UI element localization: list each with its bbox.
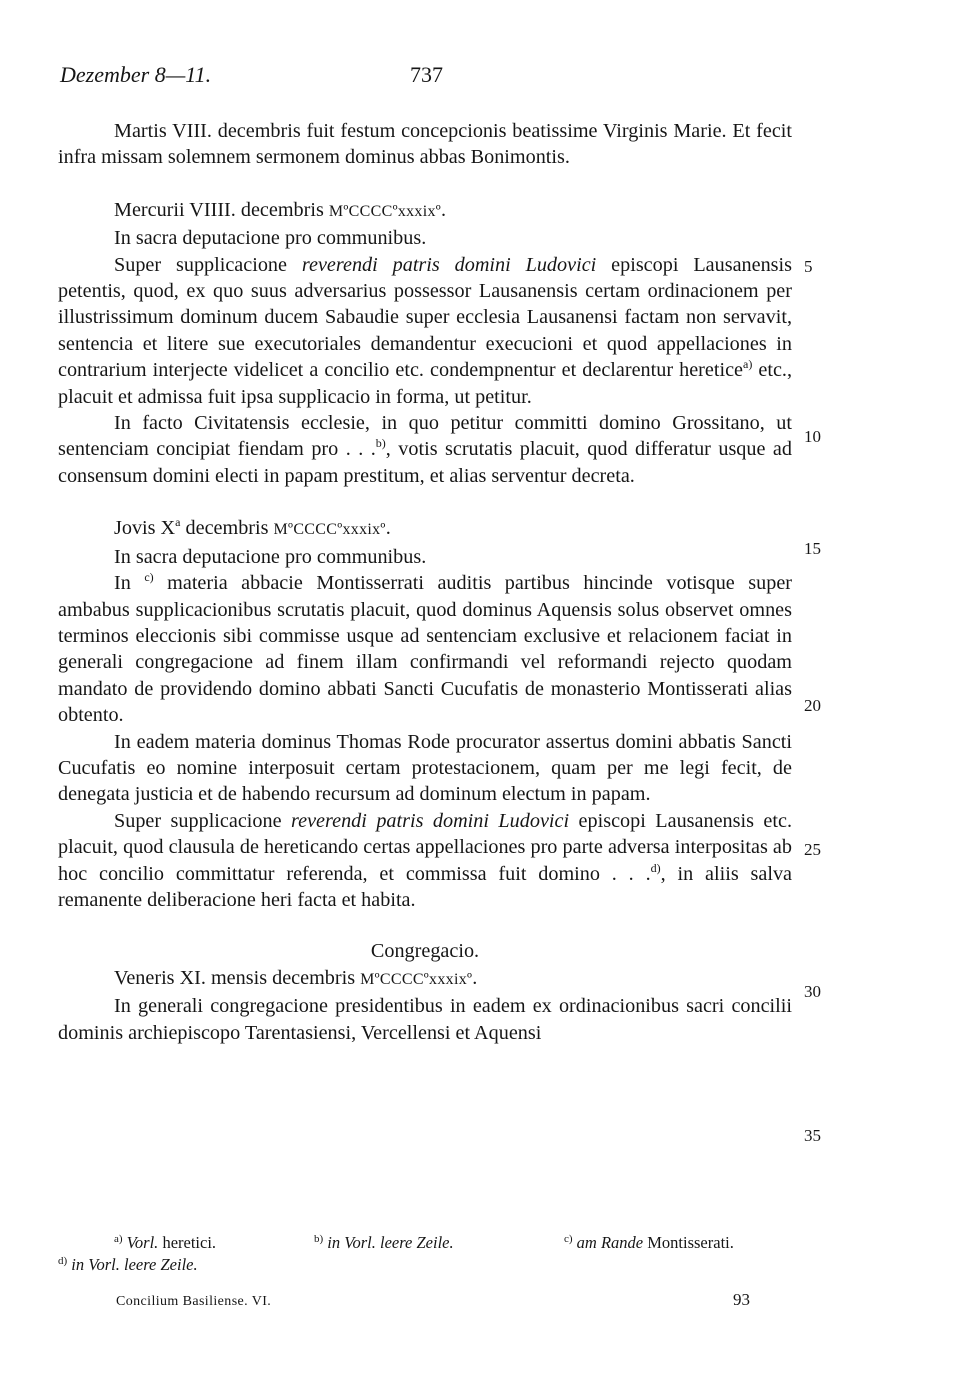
line-number: 10 [804,427,821,446]
page-footer [116,1290,816,1318]
session-heading: In sacra deputacione pro communibus. [114,545,427,568]
line-number: 20 [804,696,821,715]
header-date-range: Dezember 8—11. [60,62,212,87]
paragraph-clausula: Super supplicacione reverendi patris domini Ludovici episcopi Lausanensis etc. placuit, quod clausula de hereticando certas appellaciones pro parte adversa interpositas ab hoc concilio committatur referenda, et commissa fuit domino . . .$^{d)}$, in aliis salva remanente deliberacione heri facta et habita. [58,809,793,911]
line-number: 15 [804,539,821,558]
date-roman: MºCCCCºxxxixº [273,521,386,539]
footnote-ref-b: b) [375,436,386,451]
italic-name: reverendi patris domini Ludovici [301,253,597,276]
footnote-ref-d: d) [650,860,661,875]
footnotes [58,1232,792,1276]
sheet-number: 93 [733,1290,750,1309]
footnote-c: $^{c)}$ am Rande Montisserati. [564,1233,734,1252]
paragraph-civitatensis: In facto Civitatensis ecclesie, in quo petitur committi domino Grossitano, ut sentenciam concipiat fiendam pro . . .$^{b)}$, votis scrutatis placuit, quod differatur usque ad consensum domini electi in papam prestitum, et alias serventur decreta. [58,412,792,487]
footnote-b: $^{b)}$ in Vorl. leere Zeile. [314,1233,454,1252]
footnote-ref-a: a) [743,357,753,372]
date-roman: MºCCCCºxxxixº [328,202,442,220]
footnote-ref-c: c) [144,570,154,585]
paragraph-montisserrati: In $^{c)}$ materia abbacie Montisserrati auditis partibus hincinde votisque super ambabus supplicacionibus scrutatis placuit, quod dominus Aquensis solus observet omnes terminos eleccionis sibi commisse usque ad sentenciam exclusive et relacionem faciat in generali congregacione ad finem illam confirmandi vel reformandi rejecto quodam mandato de providendo domino abbati Sancti Cucufatis de monasterio Montisserati alias obtento. [58,570,792,727]
date-heading-veneris: Veneris XI. mensis decembris MºCCCCºxxxixº. [114,966,478,989]
date-heading-mercurii: Mercurii VIIII. decembris MºCCCCºxxxixº. [114,198,447,221]
date-roman: MºCCCCºxxxixº [360,970,473,988]
line-number: 25 [804,840,821,859]
footnote-d: $^{d)}$ in Vorl. leere Zeile. [58,1255,198,1274]
page-number: 737 [410,62,443,87]
line-number: 30 [804,982,821,1001]
paragraph-generali-congregacione: In generali congregacione presidentibus in eadem ex ordinacionibus sacri concilii dominis archiepiscopo Tarentasiensi, Vercellensi et Aquensi [58,995,792,1044]
main-text [58,118,792,1046]
section-heading-congregacio: Congregacio. [370,940,480,963]
line-number: 5 [804,257,813,276]
session-heading: In sacra deputacione pro communibus. [114,227,427,250]
running-header [60,62,800,92]
line-number: 35 [804,1126,821,1145]
paragraph-martis: Martis VIII. decembris fuit festum concepcionis beatissime Virginis Marie. Et fecit infra missam solemnem sermonem dominus abbas Bonimontis. [58,120,792,169]
date-heading-jovis: Jovis $X^a$ decembris MºCCCCºxxxixº. [114,515,391,540]
italic-name: reverendi patris domini Ludovici [291,809,570,832]
volume-signature: Concilium Basiliense. VI. [116,1294,272,1309]
paragraph-supplicacione-lausanensis: Super supplicacione reverendi patris domini Ludovici episcopi Lausanensis petentis, quod, ex quo suus adversarius possessor Lausanensis certam ordinacionem per illustrissimum dominum ducem Sabaudie super ecclesia Lausanensi factam non servavit, sentencia et litere sue executoriales demandentur execucioni et quod appellaciones in contrarium interjecte videlicet a concilio etc. condempnentur et declarentur heretice$^{a)}$ etc., placuit et admissa fuit ipsa supplicacio in forma, ut petitur. [58,253,793,408]
paragraph-thomas-rode: In eadem materia dominus Thomas Rode procurator assertus domini abbatis Sancti Cucufatis eo nomine interposuit certam protestacionem, quam per me legi fecit, de denegata justicia et de habendo recursum ad dominum electum in papam. [58,730,792,806]
footnote-a: $^{a)}$ Vorl. heretici. [114,1233,217,1252]
